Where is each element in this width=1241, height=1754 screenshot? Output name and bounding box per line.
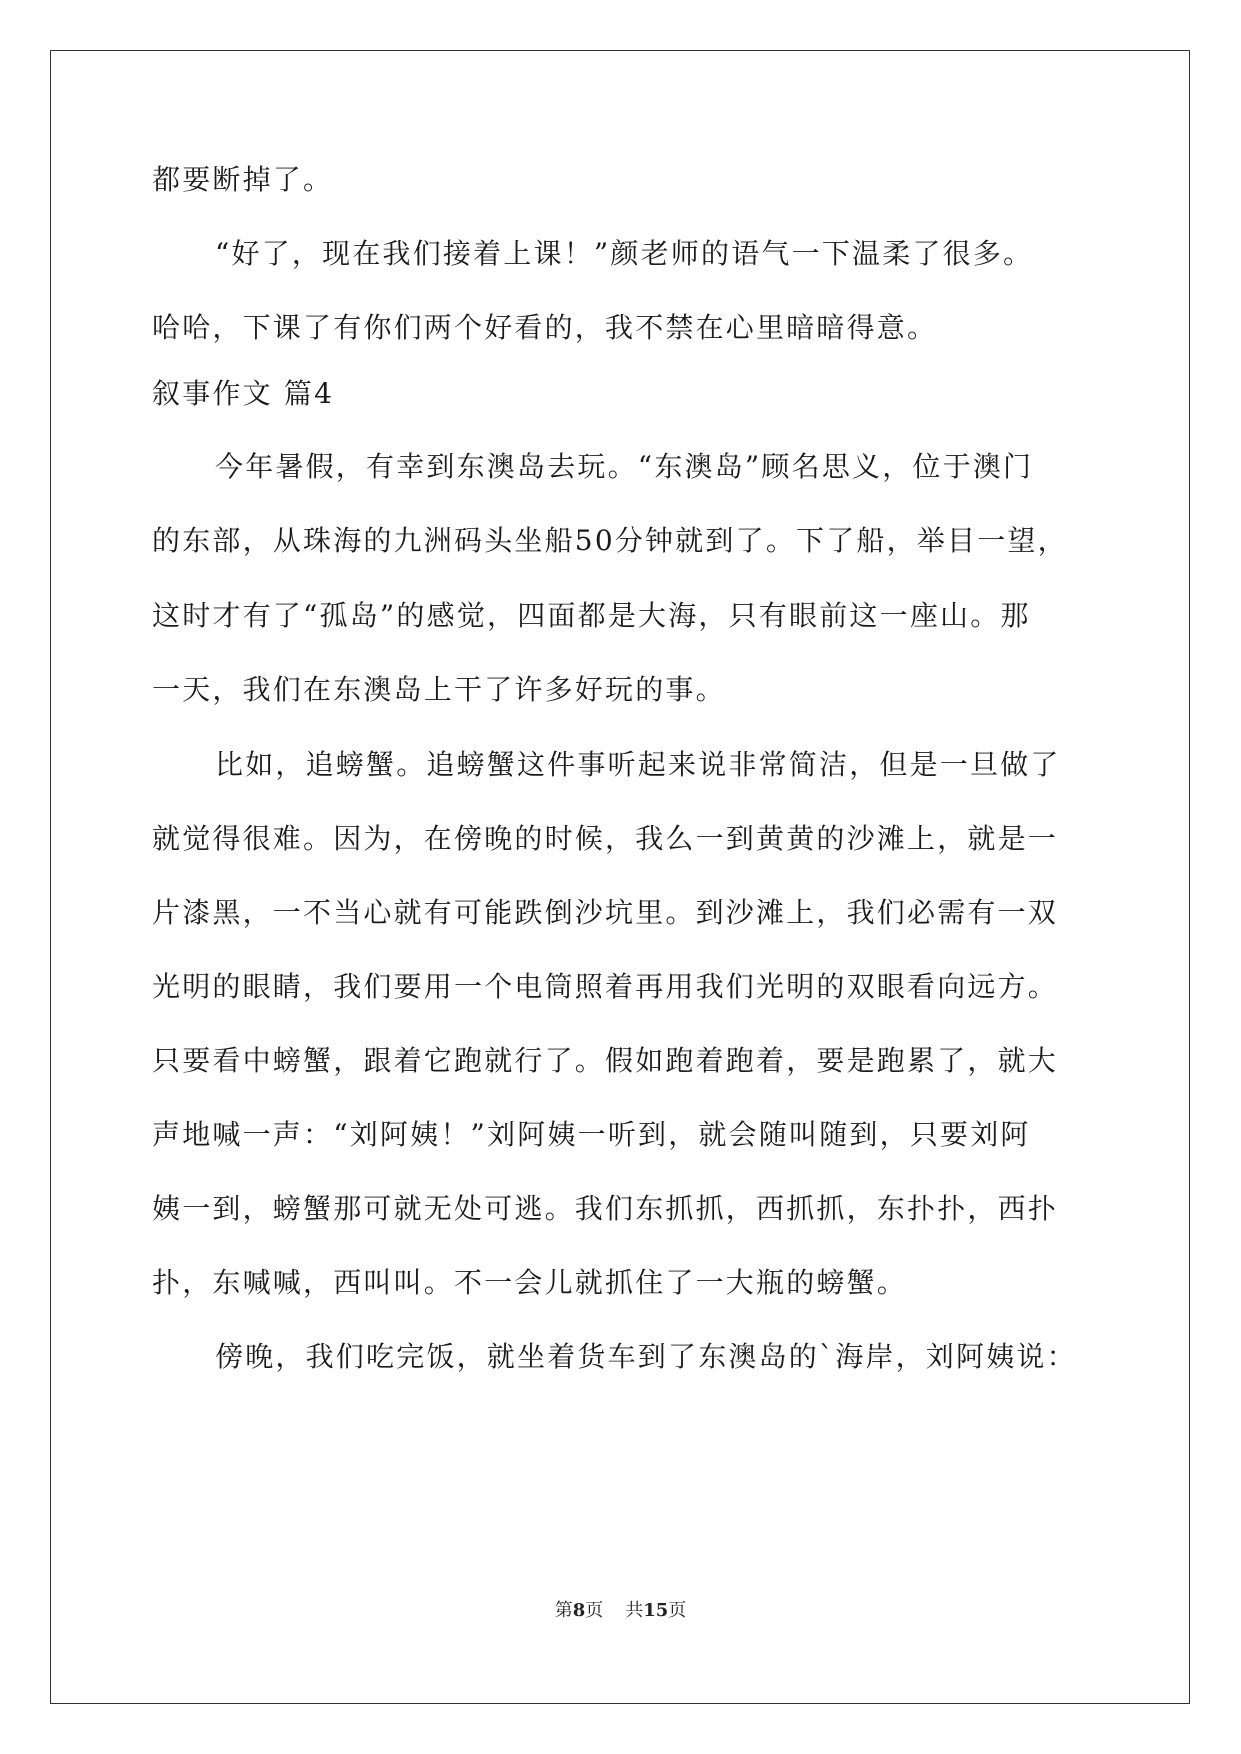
page-border bbox=[50, 50, 1190, 1704]
text-line-1: 都要断掉了。 bbox=[152, 163, 334, 196]
footer-page-prefix: 第 bbox=[554, 1600, 573, 1621]
footer-page-current: 8 bbox=[572, 1600, 586, 1621]
text-line-2: “好了，现在我们接着上课！”颜老师的语气一下温柔了很多。 bbox=[215, 237, 1034, 270]
page-footer bbox=[0, 1599, 1241, 1623]
text-line-12: 光明的眼睛，我们要用一个电筒照着再用我们光明的双眼看向远方。 bbox=[152, 970, 1059, 1003]
footer-page-suffix: 页 bbox=[585, 1600, 604, 1621]
text-line-14: 声地喊一声：“刘阿姨！”刘阿姨一听到，就会随叫随到，只要刘阿 bbox=[152, 1118, 1031, 1151]
text-line-6: 的东部，从珠海的九洲码头坐船50分钟就到了。下了船，举目一望， bbox=[152, 524, 1068, 557]
text-line-7: 这时才有了“孤岛”的感觉，四面都是大海，只有眼前这一座山。那 bbox=[152, 599, 1031, 632]
text-line-11: 片漆黑，一不当心就有可能跌倒沙坑里。到沙滩上，我们必需有一双 bbox=[152, 896, 1059, 929]
text-line-15: 姨一到，螃蟹那可就无处可逃。我们东抓抓，西抓抓，东扑扑，西扑 bbox=[152, 1192, 1059, 1225]
text-line-16: 扑，东喊喊，西叫叫。不一会儿就抓住了一大瓶的螃蟹。 bbox=[152, 1266, 908, 1299]
text-line-8: 一天，我们在东澳岛上干了许多好玩的事。 bbox=[152, 673, 726, 706]
section-heading: 叙事作文 篇4 bbox=[152, 377, 335, 410]
text-line-9: 比如，追螃蟹。追螃蟹这件事听起来说非常简洁，但是一旦做了 bbox=[215, 748, 1061, 781]
text-line-3: 哈哈，下课了有你们两个好看的，我不禁在心里暗暗得意。 bbox=[152, 311, 938, 344]
footer-total-suffix: 页 bbox=[668, 1600, 687, 1621]
text-line-5: 今年暑假，有幸到东澳岛去玩。“东澳岛”顾名思义，位于澳门 bbox=[215, 450, 1034, 483]
text-line-17: 傍晚，我们吃完饭，就坐着货车到了东澳岛的`海岸，刘阿姨说： bbox=[215, 1340, 1077, 1373]
footer-page-total: 15 bbox=[643, 1600, 669, 1621]
footer-total-prefix: 共 bbox=[625, 1600, 644, 1621]
text-line-13: 只要看中螃蟹，跟着它跑就行了。假如跑着跑着，要是跑累了，就大 bbox=[152, 1044, 1059, 1077]
text-line-10: 就觉得很难。因为，在傍晚的时候，我么一到黄黄的沙滩上，就是一 bbox=[152, 822, 1059, 855]
